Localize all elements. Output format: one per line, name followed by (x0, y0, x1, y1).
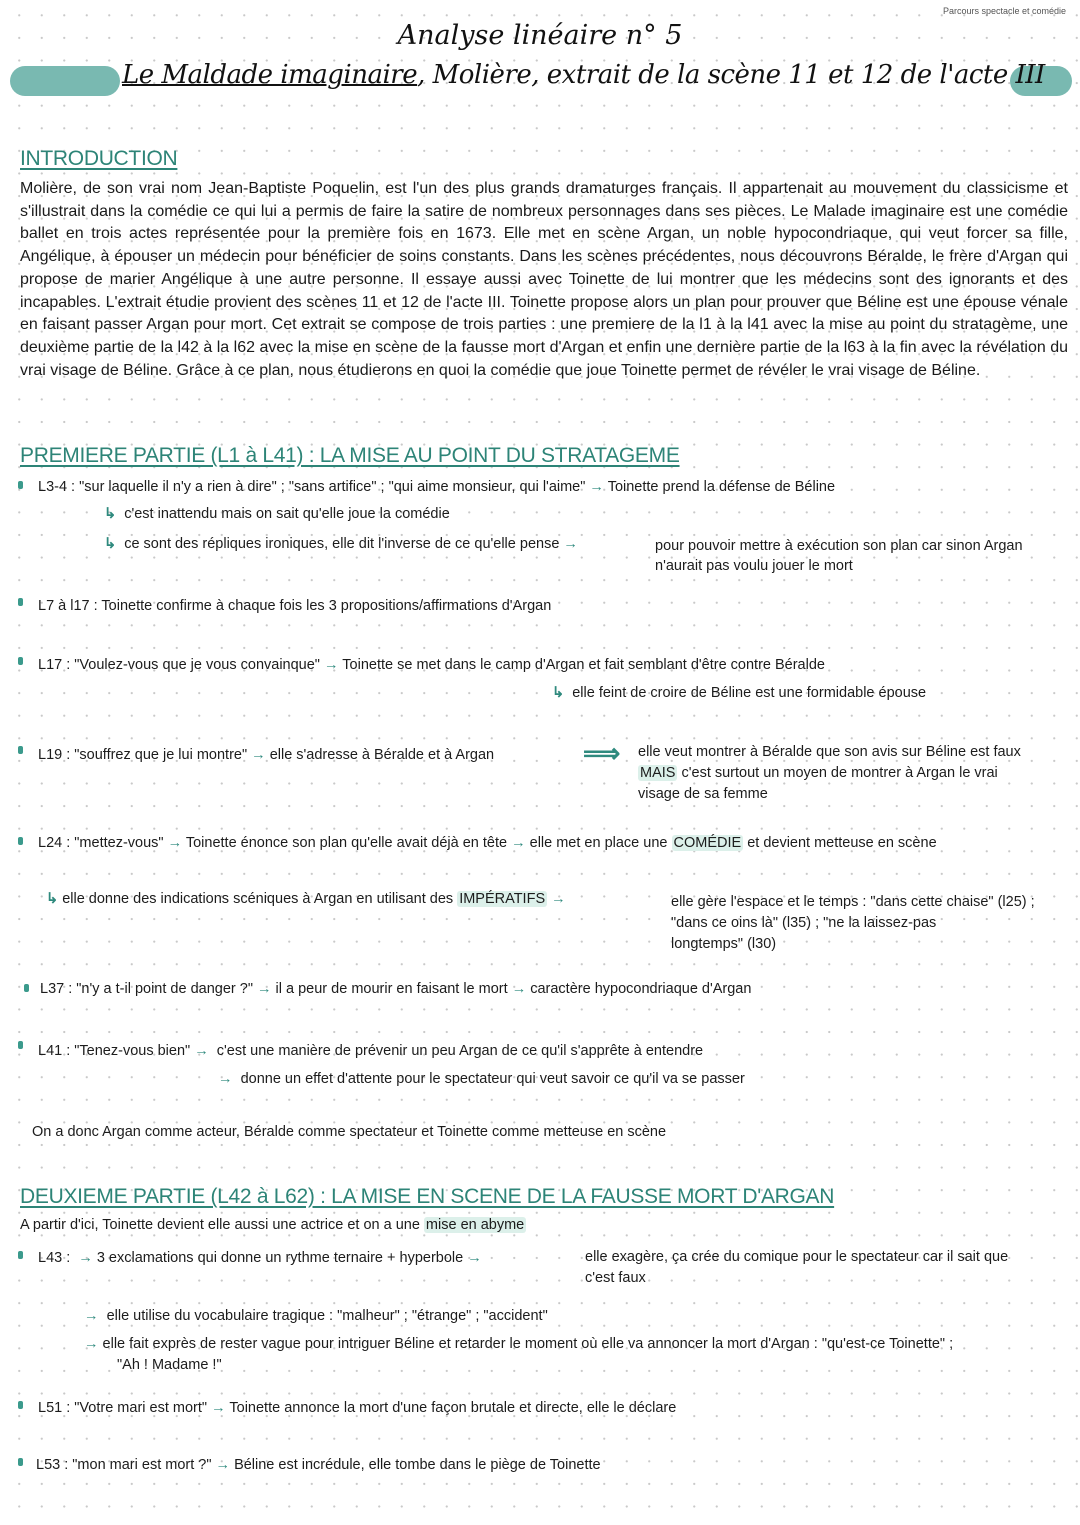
arrow-icon: → (78, 1250, 93, 1266)
work-title: Le Maldade imaginaire (122, 60, 418, 90)
list-item (40, 981, 751, 997)
l1-b1-text: elle fait exprès de rester vague pour intriguer Béline et retarder le moment où elle va annoncer la mort d'Argan : "qu'est-ce Toinette" ; (102, 1336, 954, 1352)
arrow-icon: → (324, 657, 339, 673)
list-item (38, 747, 494, 763)
l7-text: L41 : "Tenez-vous bien" (38, 1043, 191, 1059)
l1-r-text: Toinette prend la défense de Béline (607, 479, 836, 495)
sub-item (552, 685, 926, 701)
arrow-icon: → (84, 1336, 99, 1352)
result-text (638, 765, 998, 781)
l7-r1-text: c'est une manière de prévenir un peu Argan de ce qu'il s'apprête à entendre (216, 1043, 704, 1059)
intro-a-text: A partir d'ici, Toinette devient elle aussi une actrice et on a une (20, 1217, 424, 1233)
l6-r-text: caractère hypocondriaque d'Argan (530, 981, 752, 997)
l4-r2-text: c'est surtout un moyen de montrer à Argan le vrai (677, 765, 998, 781)
result-text: "dans ce oins là" (l35) ; "ne la laissez-pas (671, 915, 937, 931)
result-text: n'aurait pas voulu jouer le mort (655, 558, 853, 574)
hook-arrow-icon: ↳ (104, 536, 117, 552)
l3-text: L17 : "Voulez-vous que je vous convainque" (38, 657, 320, 673)
arrow-icon: → (215, 1457, 231, 1473)
arrow-icon: → (511, 835, 526, 851)
result-text: longtemps" (l30) (671, 936, 777, 952)
l4-text: L19 : "souffrez que je lui montre" (38, 747, 248, 763)
arrow-icon: → (167, 835, 183, 851)
sub-item (218, 1071, 745, 1087)
decorative-pill-left (10, 66, 120, 96)
arrow-icon: → (257, 981, 272, 997)
l3-text: L53 : "mon mari est mort ?" (36, 1457, 212, 1473)
arrow-icon: → (589, 479, 604, 495)
list-item (38, 479, 835, 495)
bullet (18, 1041, 23, 1049)
page-title: Analyse linéaire n° 5 (397, 20, 683, 51)
l2-text: L51 : "Votre mari est mort" (38, 1400, 208, 1416)
sub-item-continued: "Ah ! Madame !" (117, 1357, 222, 1373)
arrow-icon: → (467, 1250, 482, 1266)
l3-a-text: elle feint de croire de Béline est une formidable épouse (572, 685, 927, 701)
l5-m-text: Toinette énonce son plan qu'elle avait déjà en tête (185, 835, 508, 851)
intro-heading: INTRODUCTION (20, 147, 178, 170)
l7-r2-text: donne un effet d'attente pour le spectateur qui veut savoir ce qu'il va se passer (240, 1071, 745, 1087)
bullet (18, 837, 23, 845)
l1-text: L3-4 : "sur laquelle il n'y a rien à dire" ; "sans artifice" ; "qui aime monsieur, qui l'aime" (38, 479, 586, 495)
result-text: c'est faux (585, 1270, 646, 1286)
sub-item (84, 1308, 548, 1324)
hook-arrow-icon: ↳ (552, 685, 565, 701)
l5-r-hl-text: COMÉDIE (673, 835, 742, 851)
bullet (24, 984, 29, 992)
l1-a-text: c'est inattendu mais on sait qu'elle joue la comédie (124, 506, 450, 522)
l3-r-text: Toinette se met dans le camp d'Argan et fait semblant d'être contre Béralde (342, 657, 825, 673)
intro-paragraph: Molière, de son vrai nom Jean-Baptiste Poquelin, est l'un des plus grands dramaturges français. Il appartenait au mouvement du classicisme et s'illustrait dans la comédie ce qui lui a permis de faire la satire de nombreux personnages dans ses pièces. Le Malade imaginaire est une comédie ballet en trois actes représentée pour la première fois en 1673. Elle met en scène Argan, un noble hypocondriaque, qui veut forcer sa fille, Angélique, à épouser un médecin pour bénéficier de soins constants. Dans les scènes précédentes, nous découvrons Béralde, le frère d'Argan qui propose de marier Angélique à une autre personne. Il essaye aussi avec Toinette de lui montrer que les médecins sont des ignorants et des incapables. L'extrait étudie provient des scènes 11 et 12 de l'acte III. Toinette propose alors un plan pour prouver que Béline est une épouse vénale en faisant passer Argan pour mort. Cet extrait se compose de trois parties : une premiere de la l1 à la l41 avec la mise au point du stratagème, une deuxième partie de la l42 à la l62 avec la mise en scène de la fausse mort d'Argan et enfin une dernière partie de la l63 à la fin avec la révélation du vrai visage de Béline. Grâce à ce plan, nous étudierons en quoi la comédie que joue Toinette permet de révéler le vrai visage de Béline. (20, 180, 1068, 379)
l1-m-text: 3 exclamations qui donne un rythme ternaire + hyperbole (96, 1250, 464, 1266)
l4-m-text: elle s'adresse à Béralde et à Argan (269, 747, 495, 763)
arrow-icon: → (251, 747, 266, 763)
bullet (18, 481, 23, 489)
arrow-icon: → (194, 1043, 209, 1059)
arrow-icon: → (84, 1308, 99, 1324)
list-item (38, 1250, 482, 1266)
subtitle-rest: , Molière, extrait de la scène 11 et 12 de l'acte III (417, 60, 1045, 90)
page-subtitle (122, 60, 1045, 90)
list-item (38, 1400, 676, 1416)
course-label: Parcours spectacle et comédie (942, 6, 1066, 16)
list-item (36, 1457, 601, 1473)
hook-arrow-icon: ↳ (104, 506, 117, 522)
list-item (38, 835, 937, 851)
arrow-icon: → (218, 1071, 233, 1087)
l1-a-text: elle utilise du vocabulaire tragique : "malheur" ; "étrange" ; "accident" (106, 1308, 548, 1324)
bullet (18, 1401, 23, 1409)
bullet (18, 657, 23, 665)
list-item (38, 1043, 703, 1059)
l5-r-b-text: et devient metteuse en scène (743, 835, 937, 851)
l5-r-a-text: elle met en place une (529, 835, 672, 851)
double-arrow-icon: ⟹ (583, 738, 621, 768)
l1-text: L43 : (38, 1250, 71, 1266)
intro-hl-text: mise en abyme (425, 1217, 525, 1233)
result-text: pour pouvoir mettre à exécution son plan car sinon Argan (655, 538, 1023, 554)
hook-arrow-icon: ↳ (46, 891, 59, 907)
l6-text: L37 : "n'y a t-il point de danger ?" (40, 981, 253, 997)
l5-sub-hl-text: IMPÉRATIFS (459, 891, 546, 907)
l1-b-text: ce sont des répliques ironiques, elle dit l'inverse de ce qu'elle pense (124, 536, 560, 552)
arrow-icon: → (211, 1400, 226, 1416)
sub-item (46, 891, 566, 907)
bullet (18, 746, 23, 754)
result-text: elle exagère, ça crée du comique pour le spectateur car il sait que (585, 1249, 1009, 1265)
part2-heading: DEUXIEME PARTIE (L42 à L62) : LA MISE EN SCENE DE LA FAUSSE MORT D'ARGAN (20, 1185, 835, 1208)
result-text: visage de sa femme (638, 786, 768, 802)
result-text: elle gère l'espace et le temps : "dans cette chaise" (l25) ; (671, 894, 1035, 910)
l5-text: L24 : "mettez-vous" (38, 835, 164, 851)
summary-text: On a donc Argan comme acteur, Béralde comme spectateur et Toinette comme metteuse en scène (32, 1124, 667, 1140)
list-item: L7 à l17 : Toinette confirme à chaque fois les 3 propositions/affirmations d'Argan (38, 598, 552, 614)
part1-heading: PREMIERE PARTIE (L1 à L41) : LA MISE AU POINT DU STRATAGEME (20, 444, 680, 467)
arrow-icon: → (563, 536, 578, 552)
bullet (18, 598, 23, 606)
result-text: elle veut montrer à Béralde que son avis sur Béline est faux (638, 744, 1021, 760)
sub-item (84, 1336, 953, 1352)
l6-m-text: il a peur de mourir en faisant le mort (275, 981, 508, 997)
list-item (38, 657, 825, 673)
sub-item (104, 536, 578, 552)
part2-intro (20, 1217, 526, 1233)
l5-sub-a-text: elle donne des indications scéniques à Argan en utilisant des (62, 891, 458, 907)
arrow-icon: → (551, 891, 566, 907)
sub-item (104, 506, 450, 522)
bullet (18, 1458, 23, 1466)
bullet (18, 1251, 23, 1259)
l2-r-text: Toinette annonce la mort d'une façon brutale et directe, elle le déclare (229, 1400, 677, 1416)
arrow-icon: → (511, 981, 527, 997)
l4-r2-hl-text: MAIS (640, 765, 676, 781)
l3-r-text: Béline est incrédule, elle tombe dans le piège de Toinette (234, 1457, 601, 1473)
